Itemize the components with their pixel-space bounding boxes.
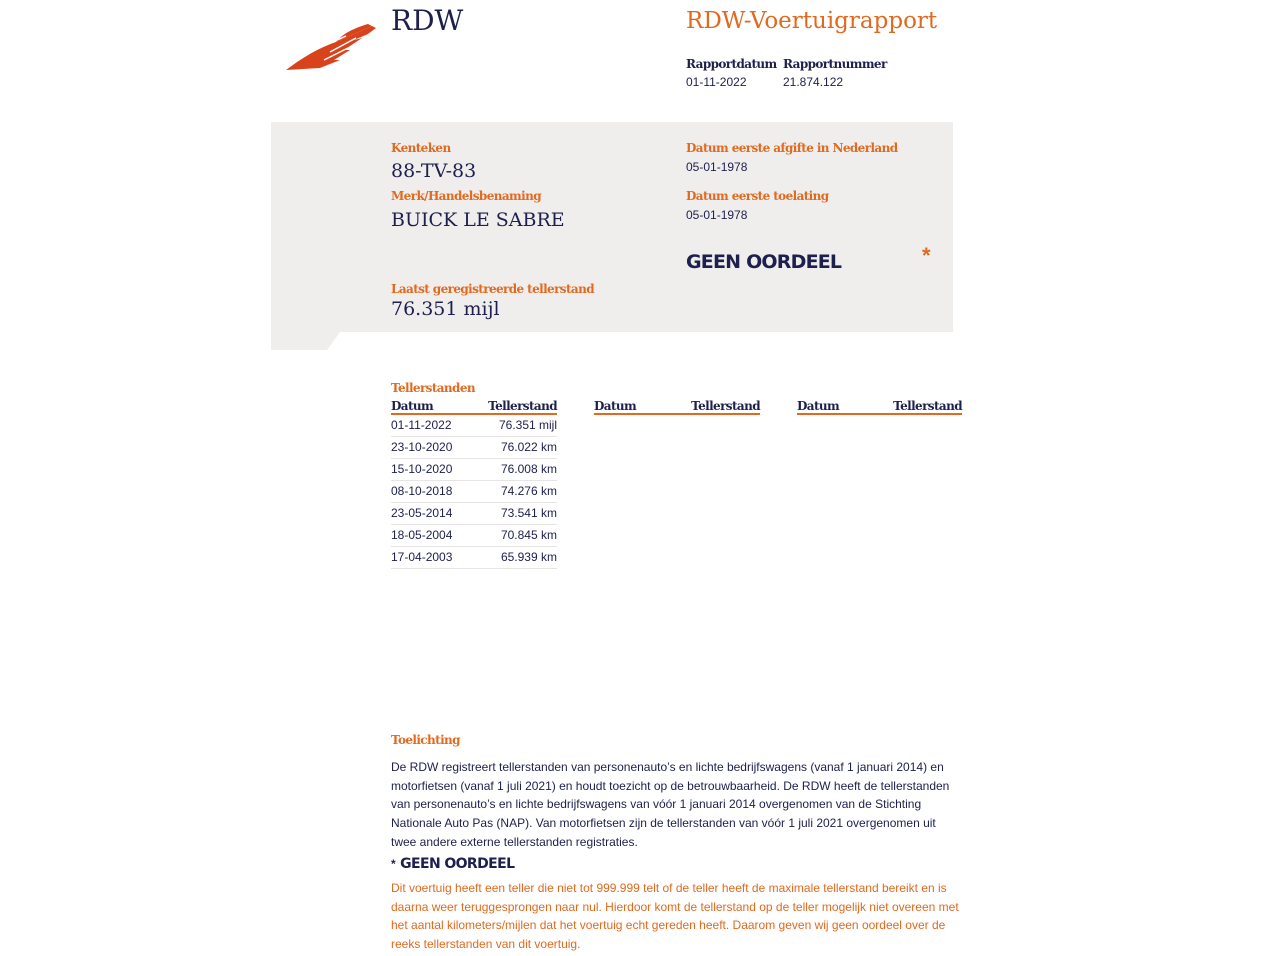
row-date: 18-05-2004 <box>391 528 453 542</box>
vehicle-brand: BUICK LE SABRE <box>391 209 565 231</box>
odometer-table <box>391 399 557 569</box>
odometer-table-column-2 <box>594 399 760 415</box>
odometer-table-header <box>391 399 557 413</box>
table-row <box>391 503 557 525</box>
table-row <box>391 459 557 481</box>
row-reading: 74.276 km <box>500 484 557 498</box>
vehicle-summary-panel <box>271 122 953 350</box>
table-row <box>391 415 557 437</box>
first-registration-nl-date: 05-01-1978 <box>686 160 748 174</box>
plate-label: Kenteken <box>391 141 451 155</box>
explanation-line: motorfietsen (vanaf 1 juli 2021) en houdt toezicht op de betrouwbaarheid. De RDW heeft de tellerstanden <box>391 778 950 793</box>
report-title: RDW-Voertuigrapport <box>686 8 938 34</box>
explanation-line: De RDW registreert tellerstanden van personenauto’s en lichte bedrijfswagens (vanaf 1 januari 2014) en <box>391 760 944 774</box>
verdict-note-line: daarna weer teruggesprongen naar nul. Hierdoor komt de tellerstand op de teller mogelijk niet overeen met <box>391 899 959 914</box>
table-row <box>391 525 557 547</box>
rdw-logo <box>284 20 378 72</box>
row-reading: 76.351 mijl <box>498 418 557 432</box>
column-header-reading: Tellerstand <box>488 399 557 413</box>
last-odometer-label: Laatst geregistreerde tellerstand <box>391 282 594 296</box>
table-row <box>391 437 557 459</box>
row-date: 23-10-2020 <box>391 440 453 454</box>
row-reading: 65.939 km <box>500 550 557 564</box>
odometer-rows <box>391 415 557 569</box>
verdict-note-line: Dit voertuig heeft een teller die niet tot 999.999 telt of de teller heeft de maximale tellerstand bereikt en is <box>391 881 947 895</box>
explanation-title: Toelichting <box>391 733 460 747</box>
column-header-reading: Tellerstand <box>691 399 760 413</box>
row-reading: 76.008 km <box>500 462 557 476</box>
row-date: 17-04-2003 <box>391 550 453 564</box>
odometer-table-column-3 <box>797 399 962 415</box>
verdict-note-line: het aantal kilometers/mijlen dat het voertuig echt gereden heeft. Daarom geven wij geen oordeel over de <box>391 918 946 933</box>
odometer-section-title: Tellerstanden <box>391 381 476 395</box>
row-reading: 73.541 km <box>500 506 557 520</box>
report-date: 01-11-2022 <box>686 75 747 89</box>
explanation-line: twee andere externe tellerstanden registraties. <box>391 834 638 849</box>
explanation-line: Nationale Auto Pas (NAP). Van motorfietsen zijn de tellerstanden van vóór 1 juli 2021 overgenomen uit <box>391 816 936 831</box>
table-row <box>391 481 557 503</box>
verdict-note-line: reeks tellerstanden van dit voertuig. <box>391 937 581 952</box>
report-date-label: Rapportdatum <box>686 57 777 71</box>
explanation-line: van personenauto’s en lichte bedrijfswagens van vóór 1 januari 2014 overgenomen van de Stichting <box>391 797 922 812</box>
verdict-note-asterisk: * <box>391 857 396 871</box>
column-header-date: Datum <box>797 399 840 413</box>
report-number: 21.874.122 <box>783 75 844 89</box>
row-reading: 70.845 km <box>500 528 557 542</box>
verdict-note-title: GEEN OORDEEL <box>400 856 515 872</box>
report-number-label: Rapportnummer <box>783 57 887 71</box>
row-date: 01-11-2022 <box>391 418 452 432</box>
header-underline <box>594 413 760 415</box>
first-admission-date: 05-01-1978 <box>686 208 748 222</box>
row-date: 15-10-2020 <box>391 462 453 476</box>
column-header-date: Datum <box>594 399 637 413</box>
row-date: 08-10-2018 <box>391 484 453 498</box>
verdict-asterisk: * <box>922 243 931 268</box>
row-reading: 76.022 km <box>500 440 557 454</box>
last-odometer-value: 76.351 mijl <box>391 298 500 320</box>
header-underline <box>797 413 962 415</box>
verdict-note-text <box>391 879 971 954</box>
explanation-text <box>391 758 971 852</box>
column-header-reading: Tellerstand <box>893 399 962 413</box>
table-row <box>391 547 557 569</box>
column-header-date: Datum <box>391 399 434 413</box>
brand-label: Merk/Handelsbenaming <box>391 189 542 203</box>
verdict-status: GEEN OORDEEL <box>686 251 842 273</box>
first-admission-label: Datum eerste toelating <box>686 189 829 203</box>
verdict-note-heading <box>391 855 514 873</box>
row-date: 23-05-2014 <box>391 506 453 520</box>
first-registration-nl-label: Datum eerste afgifte in Nederland <box>686 141 898 155</box>
organization-name: RDW <box>391 4 464 37</box>
license-plate: 88-TV-83 <box>391 160 477 182</box>
